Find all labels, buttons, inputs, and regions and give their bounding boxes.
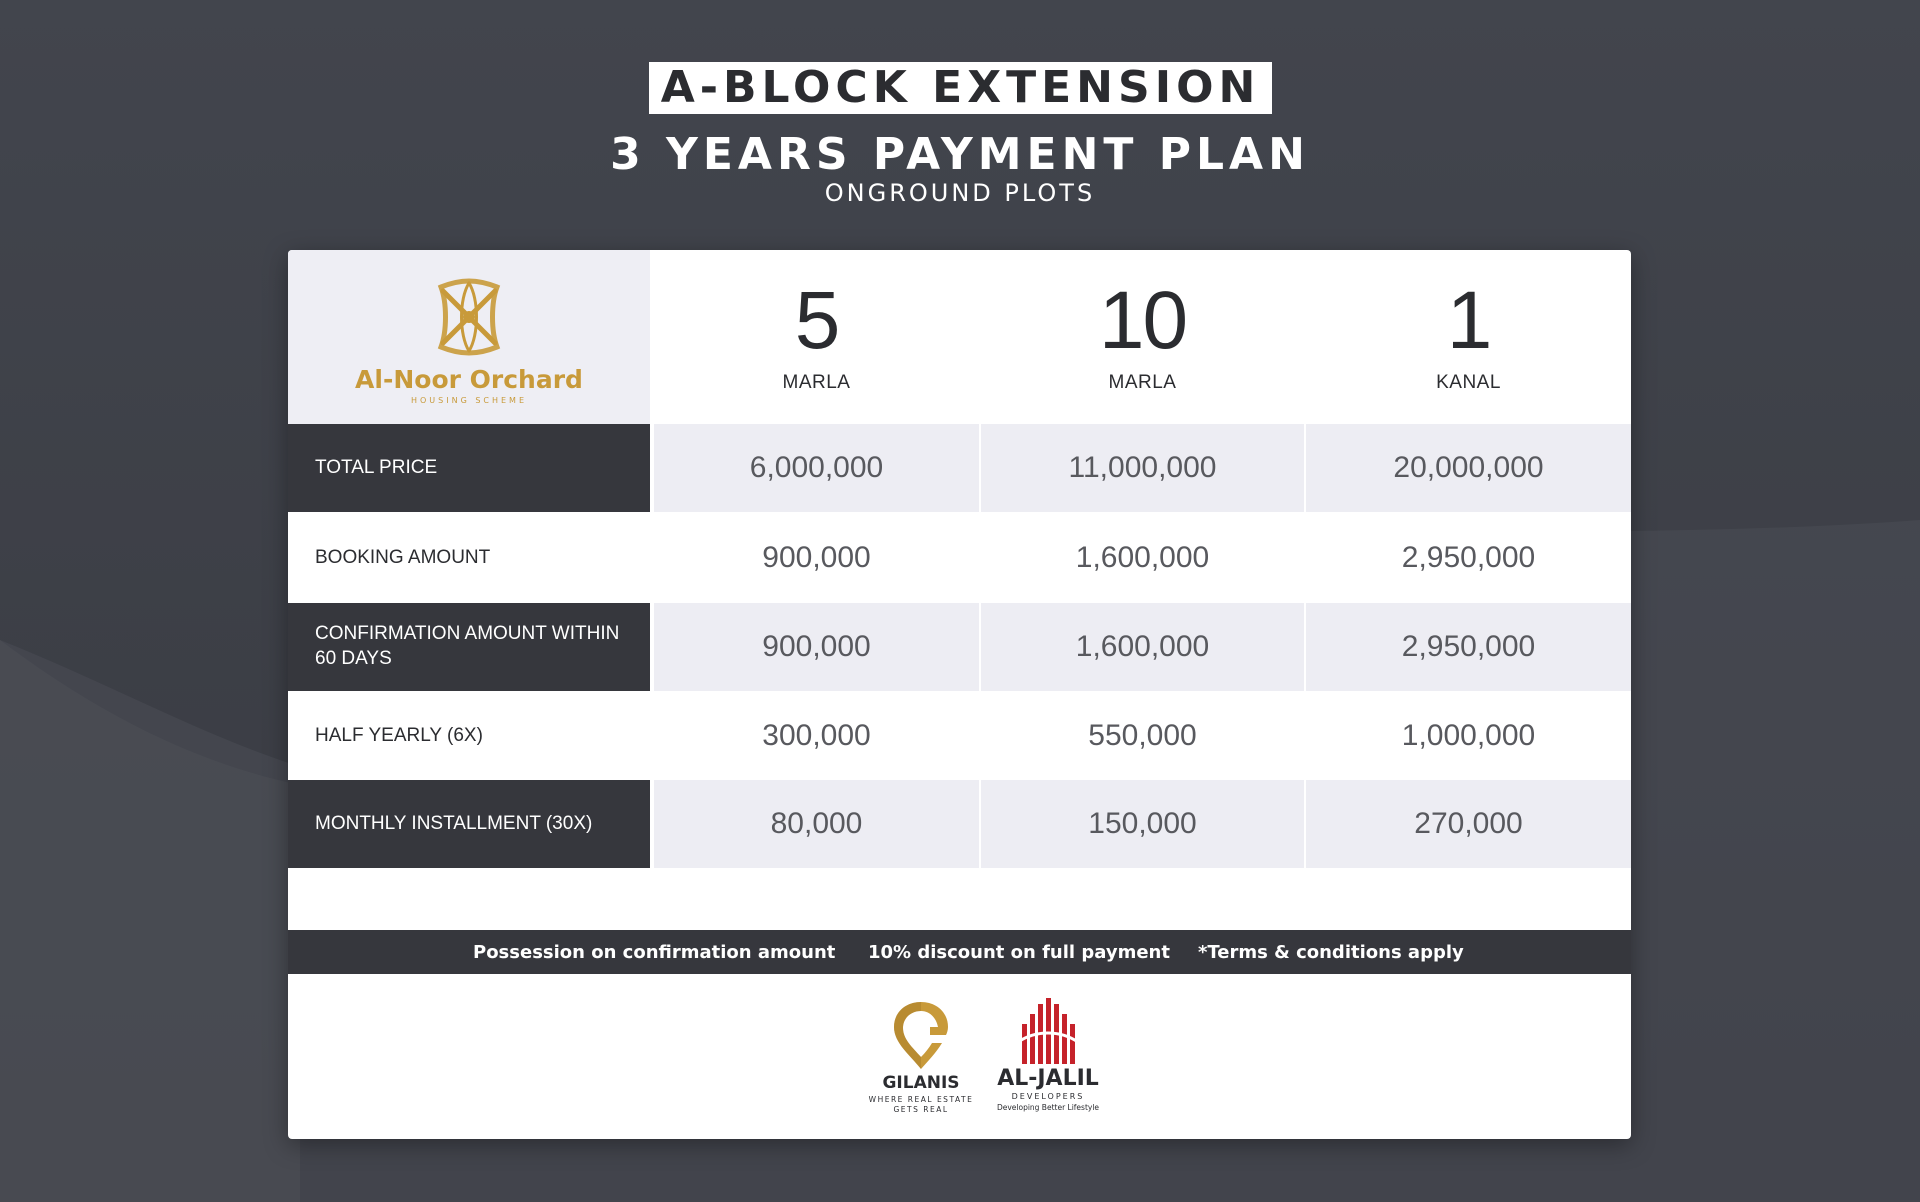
al-jalil-building-icon bbox=[1016, 996, 1080, 1064]
plot-size-number: 5 bbox=[794, 275, 839, 366]
al-jalil-tagline: DEVELOPERS bbox=[1011, 1092, 1085, 1101]
row-label: CONFIRMATION AMOUNT WITHIN 60 DAYS bbox=[288, 603, 650, 691]
cell-value: 20,000,000 bbox=[1306, 424, 1631, 512]
brand-logo-cell bbox=[288, 250, 650, 424]
cell-value: 900,000 bbox=[654, 514, 979, 602]
brand-name: Al-Noor Orchard bbox=[355, 365, 583, 394]
gilanis-name: GILANIS bbox=[882, 1073, 960, 1093]
notes-bar bbox=[288, 930, 1631, 974]
plot-size-number: 1 bbox=[1446, 275, 1491, 366]
cell-value: 6,000,000 bbox=[654, 424, 979, 512]
cell-value: 2,950,000 bbox=[1306, 514, 1631, 602]
cell-value: 300,000 bbox=[654, 692, 979, 780]
al-jalil-logo bbox=[988, 996, 1108, 1112]
al-jalil-slogan: Developing Better Lifestyle bbox=[996, 1103, 1100, 1112]
row-label: MONTHLY INSTALLMENT (30X) bbox=[288, 780, 650, 868]
cell-value: 550,000 bbox=[981, 692, 1304, 780]
row-total-price bbox=[288, 424, 1631, 512]
cell-value: 1,600,000 bbox=[981, 603, 1304, 691]
gilanis-tagline: WHERE REAL ESTATE GETS REAL bbox=[868, 1095, 974, 1114]
cell-value: 2,950,000 bbox=[1306, 603, 1631, 691]
partner-logos bbox=[288, 974, 1631, 1139]
note-terms: *Terms & conditions apply bbox=[1198, 942, 1464, 963]
cell-value: 1,000,000 bbox=[1306, 692, 1631, 780]
row-confirmation-amount bbox=[288, 603, 1631, 691]
note-discount: 10% discount on full payment bbox=[868, 942, 1170, 963]
row-label: BOOKING AMOUNT bbox=[288, 514, 650, 602]
gilanis-logo bbox=[851, 999, 991, 1115]
plot-size-unit: MARLA bbox=[782, 372, 851, 393]
plot-size-unit: MARLA bbox=[1108, 372, 1177, 393]
plot-size-unit: KANAL bbox=[1436, 372, 1501, 393]
cell-value: 150,000 bbox=[981, 780, 1304, 868]
row-label: HALF YEARLY (6X) bbox=[288, 692, 650, 780]
cell-value: 270,000 bbox=[1306, 780, 1631, 868]
al-jalil-name: AL-JALIL bbox=[997, 1066, 1099, 1091]
plot-size-number: 10 bbox=[1098, 275, 1187, 366]
al-noor-orchard-logo-icon bbox=[421, 269, 517, 365]
cell-value: 80,000 bbox=[654, 780, 979, 868]
note-possession: Possession on confirmation amount bbox=[473, 942, 836, 963]
block-title-box bbox=[649, 62, 1272, 114]
plan-subtitle: ONGROUND PLOTS bbox=[824, 179, 1096, 207]
column-header-5-marla bbox=[654, 250, 979, 424]
column-header-1-kanal bbox=[1306, 250, 1631, 424]
cell-value: 900,000 bbox=[654, 603, 979, 691]
plan-title: 3 YEARS PAYMENT PLAN bbox=[610, 129, 1310, 180]
payment-plan-card bbox=[288, 250, 1631, 1139]
row-label: TOTAL PRICE bbox=[288, 424, 650, 512]
block-title: A-BLOCK EXTENSION bbox=[660, 62, 1261, 113]
row-monthly-installment bbox=[288, 780, 1631, 868]
cell-value: 11,000,000 bbox=[981, 424, 1304, 512]
cell-value: 1,600,000 bbox=[981, 514, 1304, 602]
brand-tagline: HOUSING SCHEME bbox=[410, 396, 528, 405]
gilanis-pin-icon bbox=[890, 999, 952, 1071]
column-header-10-marla bbox=[981, 250, 1304, 424]
row-booking-amount bbox=[288, 514, 1631, 602]
row-half-yearly bbox=[288, 692, 1631, 780]
